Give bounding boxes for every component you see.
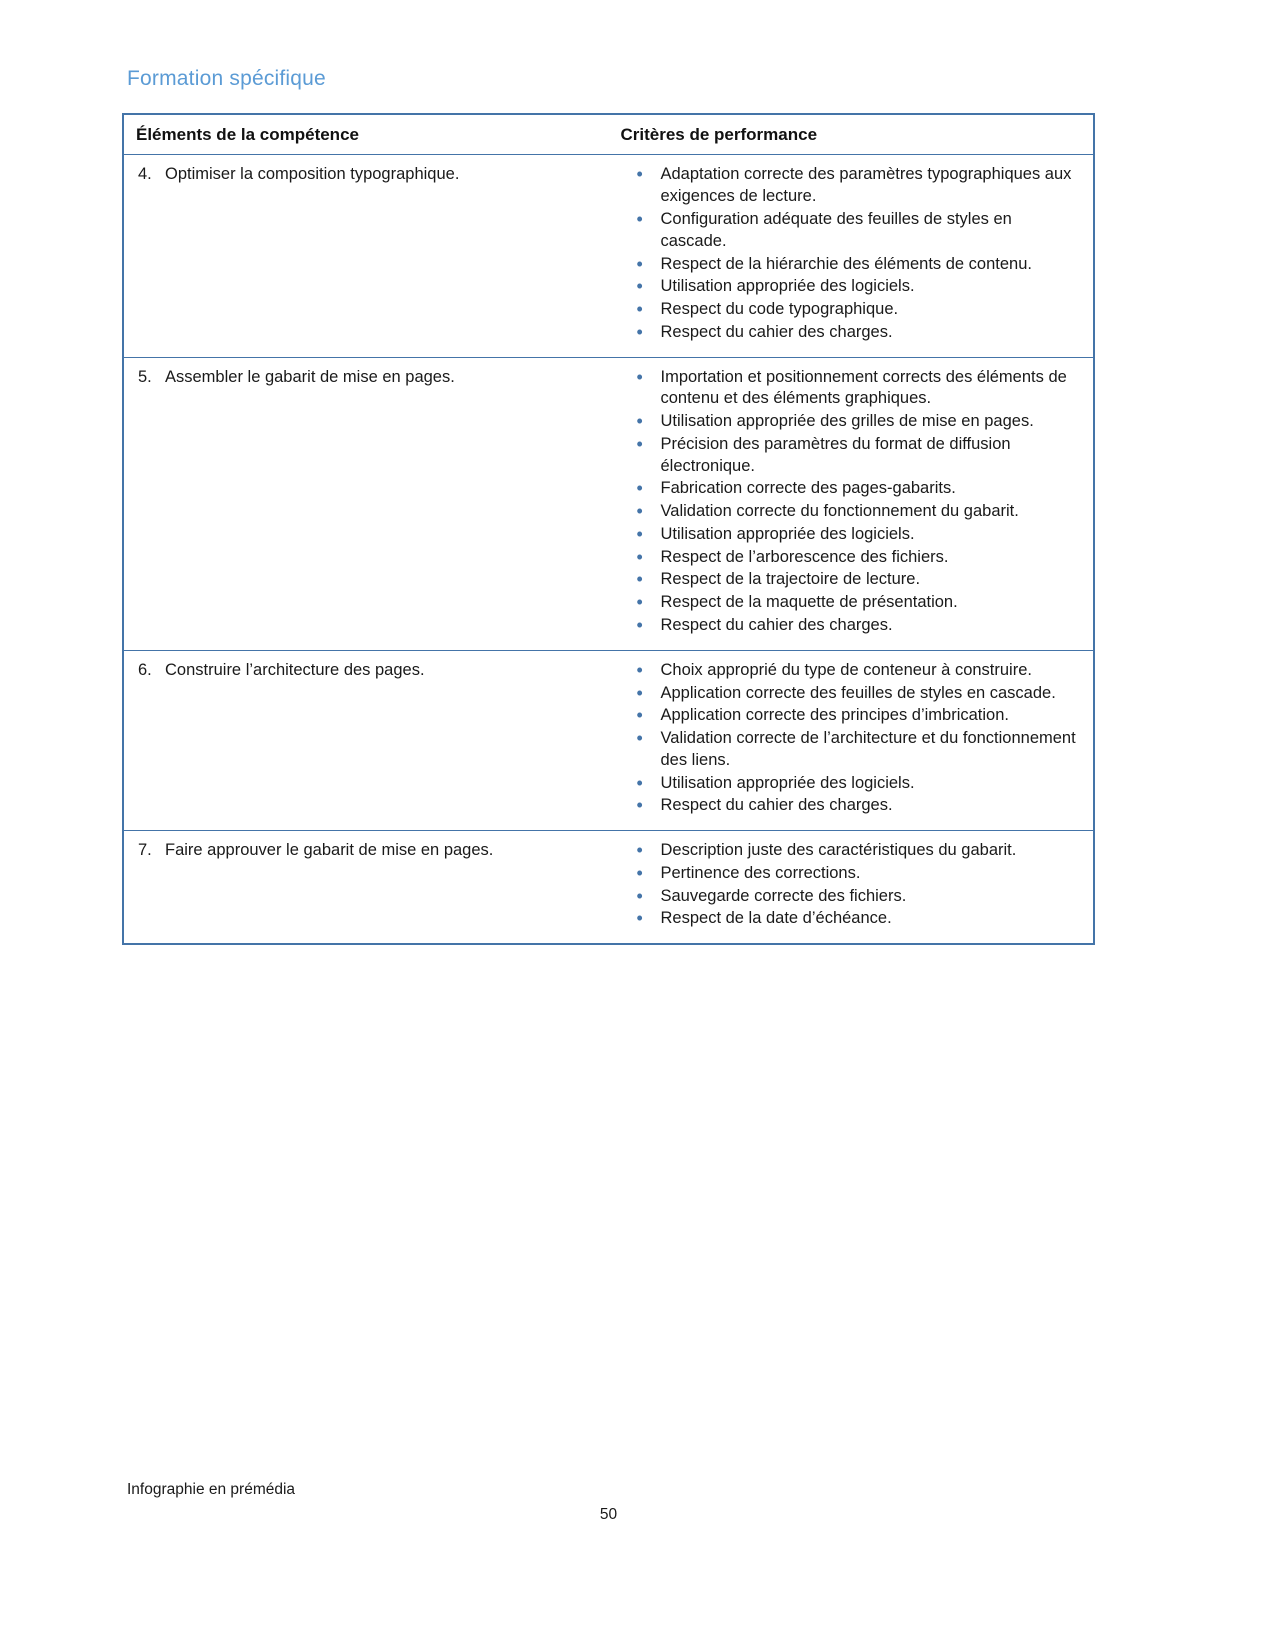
column-header-criteria: Critères de performance xyxy=(609,114,1095,155)
footer-text: Infographie en prémédia xyxy=(127,1481,296,1498)
element-label: Assembler le gabarit de mise en pages. xyxy=(165,367,455,386)
table-row xyxy=(123,650,1094,830)
competence-table xyxy=(122,113,1095,945)
competence-element-cell xyxy=(123,831,609,945)
competence-element xyxy=(136,164,597,186)
criteria-cell xyxy=(609,155,1095,357)
criterion-item: • Respect de la date d’échéance. xyxy=(635,908,1082,930)
element-number: 5. xyxy=(138,367,152,386)
criterion-item: • Utilisation appropriée des logiciels. xyxy=(635,524,1082,546)
criterion-item: • Choix approprié du type de conteneur à construire. xyxy=(635,660,1082,682)
competence-element-cell xyxy=(123,650,609,830)
criteria-list xyxy=(621,164,1082,343)
criterion-item: • Respect du cahier des charges. xyxy=(635,795,1082,817)
criteria-list xyxy=(621,367,1082,637)
criteria-cell xyxy=(609,831,1095,945)
competence-element-cell xyxy=(123,155,609,357)
criterion-item: • Utilisation appropriée des logiciels. xyxy=(635,276,1082,298)
criterion-item: • Respect de la hiérarchie des éléments de contenu. xyxy=(635,254,1082,276)
criterion-item: • Configuration adéquate des feuilles de styles en cascade. xyxy=(635,209,1082,253)
criteria-cell xyxy=(609,357,1095,650)
criterion-item: • Respect du cahier des charges. xyxy=(635,322,1082,344)
criterion-item: • Respect du cahier des charges. xyxy=(635,615,1082,637)
competence-element-cell xyxy=(123,357,609,650)
element-number: 6. xyxy=(138,660,152,679)
criterion-item: • Application correcte des feuilles de styles en cascade. xyxy=(635,683,1082,705)
table-row xyxy=(123,357,1094,650)
table-body xyxy=(123,155,1094,944)
criterion-item: • Respect de la trajectoire de lecture. xyxy=(635,569,1082,591)
criterion-item: • Importation et positionnement corrects des éléments de contenu et des éléments graphiques. xyxy=(635,367,1082,411)
table-header xyxy=(123,114,1094,155)
criterion-item: • Utilisation appropriée des grilles de mise en pages. xyxy=(635,411,1082,433)
criterion-item: • Respect de la maquette de présentation. xyxy=(635,592,1082,614)
element-label: Optimiser la composition typographique. xyxy=(165,165,460,184)
criterion-item: • Validation correcte du fonctionnement du gabarit. xyxy=(635,501,1082,523)
criteria-list xyxy=(621,840,1082,930)
criterion-item: • Description juste des caractéristiques du gabarit. xyxy=(635,840,1082,862)
competence-element xyxy=(136,660,597,682)
competence-element xyxy=(136,367,597,389)
table-row xyxy=(123,831,1094,945)
criterion-item: • Sauvegarde correcte des fichiers. xyxy=(635,886,1082,908)
column-header-elements: Éléments de la compétence xyxy=(123,114,609,155)
criterion-item: • Précision des paramètres du format de diffusion électronique. xyxy=(635,434,1082,478)
criterion-item: • Pertinence des corrections. xyxy=(635,863,1082,885)
criterion-item: • Respect de l’arborescence des fichiers. xyxy=(635,547,1082,569)
element-label: Faire approuver le gabarit de mise en pages. xyxy=(165,841,494,860)
element-number: 7. xyxy=(138,841,152,860)
criteria-cell xyxy=(609,650,1095,830)
element-label: Construire l’architecture des pages. xyxy=(165,660,425,679)
table-row xyxy=(123,155,1094,357)
criterion-item: • Validation correcte de l’architecture et du fonctionnement des liens. xyxy=(635,728,1082,772)
element-number: 4. xyxy=(138,165,152,184)
criteria-list xyxy=(621,660,1082,817)
criterion-item: • Application correcte des principes d’imbrication. xyxy=(635,705,1082,727)
section-title: Formation spécifique xyxy=(127,67,326,90)
criterion-item: • Respect du code typographique. xyxy=(635,299,1082,321)
competence-element xyxy=(136,840,597,862)
criterion-item: • Fabrication correcte des pages-gabarits. xyxy=(635,478,1082,500)
header-row xyxy=(123,114,1094,155)
criterion-item: • Adaptation correcte des paramètres typographiques aux exigences de lecture. xyxy=(635,164,1082,208)
criterion-item: • Utilisation appropriée des logiciels. xyxy=(635,773,1082,795)
page-number: 50 xyxy=(599,1506,618,1523)
